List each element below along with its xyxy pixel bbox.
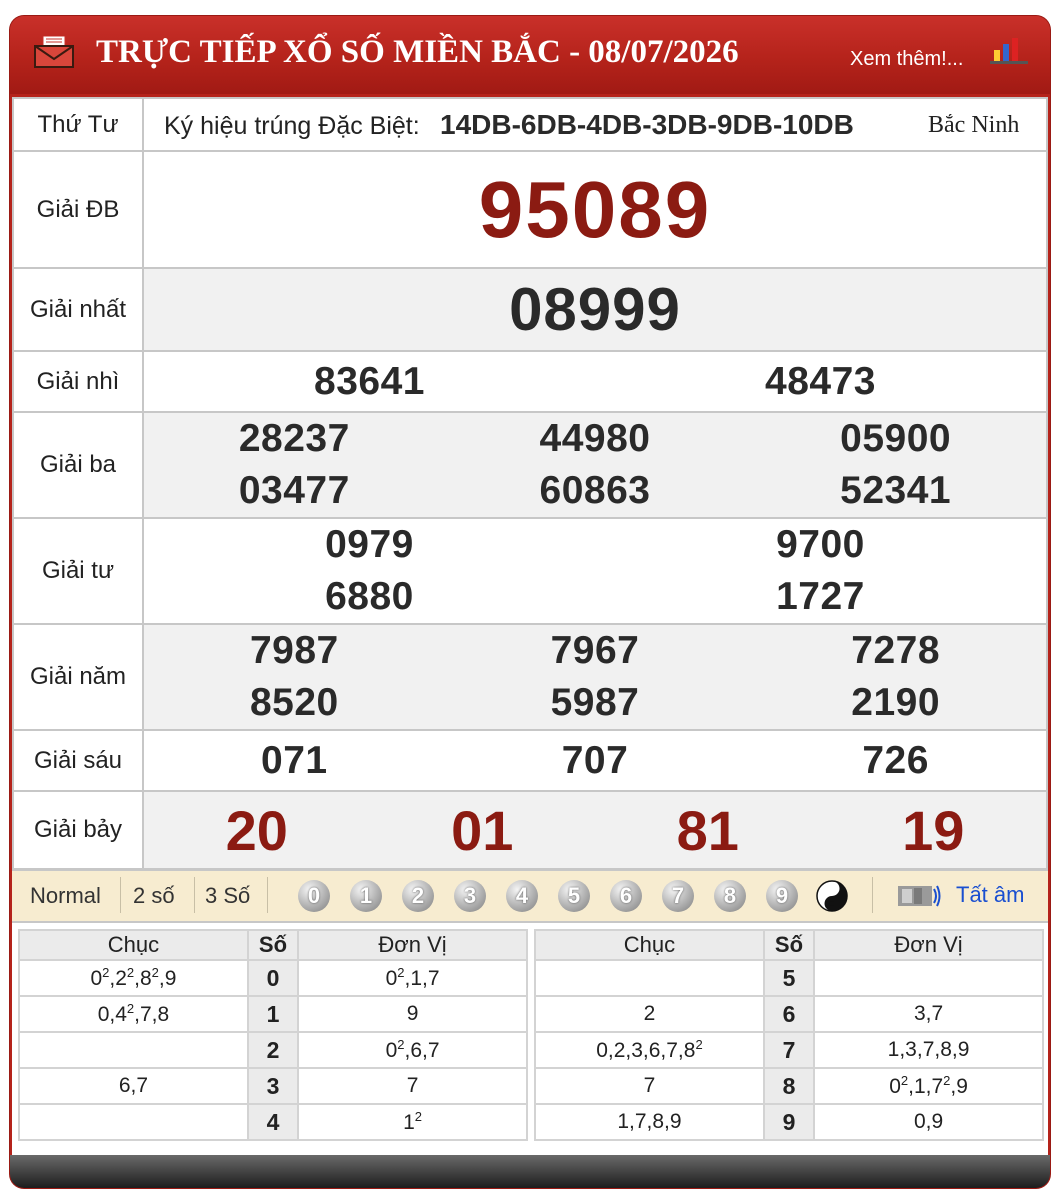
digit-1-button[interactable]: 1 xyxy=(350,880,382,912)
loto-row xyxy=(535,1104,1043,1140)
digit-9-button[interactable]: 9 xyxy=(766,880,798,912)
prize-number: 8520 xyxy=(249,681,339,724)
loto-donvi-cell: 1,3,7,8,9 xyxy=(814,1032,1043,1068)
mail-icon xyxy=(34,36,74,68)
info-row xyxy=(13,98,1047,151)
prize-row-g6 xyxy=(13,730,1047,791)
loto-donvi-cell: 7 xyxy=(298,1068,527,1104)
so-header: Số xyxy=(764,930,814,960)
digit-3-button[interactable]: 3 xyxy=(454,880,486,912)
loto-head-digit: 6 xyxy=(764,996,814,1032)
digit-4-button[interactable]: 4 xyxy=(506,880,538,912)
loto-row xyxy=(535,1032,1043,1068)
loto-table-right xyxy=(534,929,1044,1141)
prize-number: 83641 xyxy=(314,359,425,403)
mode-normal-button[interactable]: Normal xyxy=(30,883,101,908)
prize-label: Giải ba xyxy=(13,412,143,518)
results-panel xyxy=(12,97,1048,1155)
prize-number: 60863 xyxy=(539,469,651,512)
prize-label: Giải ĐB xyxy=(13,151,143,268)
prize-number: 81 xyxy=(676,798,739,862)
symbol-value: 14DB-6DB-4DB-3DB-9DB-10DB xyxy=(440,109,854,140)
digit-5-button[interactable]: 5 xyxy=(558,880,590,912)
prize-row-g7 xyxy=(13,791,1047,869)
prize-label: Giải sáu xyxy=(13,730,143,791)
chuc-header: Chục xyxy=(535,930,764,960)
prize-row-g1 xyxy=(13,268,1047,351)
prize-label: Giải nhất xyxy=(13,268,143,351)
so-header: Số xyxy=(248,930,298,960)
loto-head-digit: 8 xyxy=(764,1068,814,1104)
divider xyxy=(267,877,268,913)
loto-row xyxy=(535,1068,1043,1104)
loto-chuc-cell: 7 xyxy=(535,1068,764,1104)
digit-0-button[interactable]: 0 xyxy=(298,880,330,912)
day-of-week: Thứ Tư xyxy=(13,98,143,151)
prize-number: 03477 xyxy=(238,469,350,512)
display-controls xyxy=(12,869,1048,923)
see-more-link[interactable]: Xem thêm!... xyxy=(850,48,964,70)
prize-number: 5987 xyxy=(550,681,640,724)
digit-6-button[interactable]: 6 xyxy=(610,880,642,912)
prize-number: 48473 xyxy=(765,359,876,403)
prize-number: 1727 xyxy=(776,575,865,618)
loto-donvi-cell: $0^2,1,7$ xyxy=(298,960,527,996)
prize-label: Giải nhì xyxy=(13,351,143,412)
divider xyxy=(120,877,121,913)
loto-table-left xyxy=(18,929,528,1141)
loto-chuc-cell: $0,4^2,7,8$ xyxy=(19,996,248,1032)
prize-number: 9700 xyxy=(776,523,865,566)
prize-number: 707 xyxy=(561,738,629,782)
prize-number: 726 xyxy=(862,738,929,782)
prize-label: Giải tư xyxy=(13,518,143,624)
divider xyxy=(872,877,873,913)
loto-donvi-cell: $1^2$ xyxy=(298,1104,527,1140)
prize-row-g5 xyxy=(13,624,1047,730)
prize-number: 7278 xyxy=(851,629,941,672)
prize-number: 071 xyxy=(261,738,328,782)
loto-chuc-cell xyxy=(19,1104,248,1140)
loto-head-digit: 2 xyxy=(248,1032,298,1068)
donvi-header: Đơn Vị xyxy=(814,930,1043,960)
loto-row xyxy=(535,960,1043,996)
prize-number: 0979 xyxy=(325,523,414,566)
footer-bar xyxy=(10,1155,1050,1188)
loto-chuc-cell xyxy=(535,960,764,996)
prize-row-g4 xyxy=(13,518,1047,624)
prize-row-db xyxy=(13,151,1047,268)
results-table xyxy=(12,97,1048,870)
loto-head-digit: 7 xyxy=(764,1032,814,1068)
loto-row xyxy=(19,1068,527,1104)
prize-number: 19 xyxy=(902,798,965,862)
prize-number: 28237 xyxy=(238,417,350,460)
loto-chuc-cell: 2 xyxy=(535,996,764,1032)
digit-7-button[interactable]: 7 xyxy=(662,880,694,912)
loto-donvi-cell: $0^2,1,7^2,9$ xyxy=(814,1068,1043,1104)
loto-row xyxy=(19,1104,527,1140)
digit-8-button[interactable]: 8 xyxy=(714,880,746,912)
loto-row xyxy=(535,996,1043,1032)
bar-chart-icon[interactable] xyxy=(990,36,1028,64)
loto-row xyxy=(19,960,527,996)
special-prize-number: 95089 xyxy=(478,164,712,254)
header-bar xyxy=(10,16,1050,94)
mode-2-digit-button[interactable]: 2 số xyxy=(133,883,175,908)
prize-number: 08999 xyxy=(509,276,681,343)
loto-row xyxy=(19,1032,527,1068)
donvi-header: Đơn Vị xyxy=(298,930,527,960)
prize-label: Giải bảy xyxy=(13,791,143,869)
prize-number: 20 xyxy=(225,798,288,862)
speaker-icon[interactable] xyxy=(896,883,942,909)
prize-number: 2190 xyxy=(851,681,941,724)
loto-row xyxy=(19,996,527,1032)
prize-number: 01 xyxy=(451,798,514,862)
loto-donvi-cell: 3,7 xyxy=(814,996,1043,1032)
mode-3-digit-button[interactable]: 3 Số xyxy=(205,883,251,908)
prize-number: 05900 xyxy=(840,417,952,460)
loto-donvi-cell: $0^2,6,7$ xyxy=(298,1032,527,1068)
loto-chuc-cell: 1,7,8,9 xyxy=(535,1104,764,1140)
yin-yang-icon[interactable] xyxy=(816,880,848,912)
prize-number: 44980 xyxy=(539,417,651,460)
prize-number: 7987 xyxy=(249,629,339,672)
loto-head-digit: 5 xyxy=(764,960,814,996)
header-title: TRỰC TIẾP XỔ SỐ MIỀN BẮC - 08/07/2026 xyxy=(96,34,739,70)
prize-row-g2 xyxy=(13,351,1047,412)
digit-2-button[interactable]: 2 xyxy=(402,880,434,912)
loto-donvi-cell: 9 xyxy=(298,996,527,1032)
loto-chuc-cell xyxy=(19,1032,248,1068)
prize-label: Giải năm xyxy=(13,624,143,730)
divider xyxy=(194,877,195,913)
loto-donvi-cell xyxy=(814,960,1043,996)
symbol-label: Ký hiệu trúng Đặc Biệt: xyxy=(164,112,420,140)
loto-head-digit: 0 xyxy=(248,960,298,996)
loto-head-digit: 1 xyxy=(248,996,298,1032)
loto-head-digit: 4 xyxy=(248,1104,298,1140)
prize-number: 7967 xyxy=(550,629,640,672)
province: Bắc Ninh xyxy=(928,112,1020,138)
loto-donvi-cell: 0,9 xyxy=(814,1104,1043,1140)
loto-chuc-cell: $0^2,2^2,8^2,9$ xyxy=(19,960,248,996)
loto-chuc-cell: 0,2,3,6,7,8$^2$ xyxy=(535,1032,764,1068)
loto-head-digit: 9 xyxy=(764,1104,814,1140)
prize-number: 6880 xyxy=(325,575,414,618)
chuc-header: Chục xyxy=(19,930,248,960)
loto-chuc-cell: 6,7 xyxy=(19,1068,248,1104)
mute-all-link[interactable]: Tất âm xyxy=(956,882,1025,907)
prize-number: 52341 xyxy=(840,469,952,512)
loto-head-digit: 3 xyxy=(248,1068,298,1104)
prize-row-g3 xyxy=(13,412,1047,518)
